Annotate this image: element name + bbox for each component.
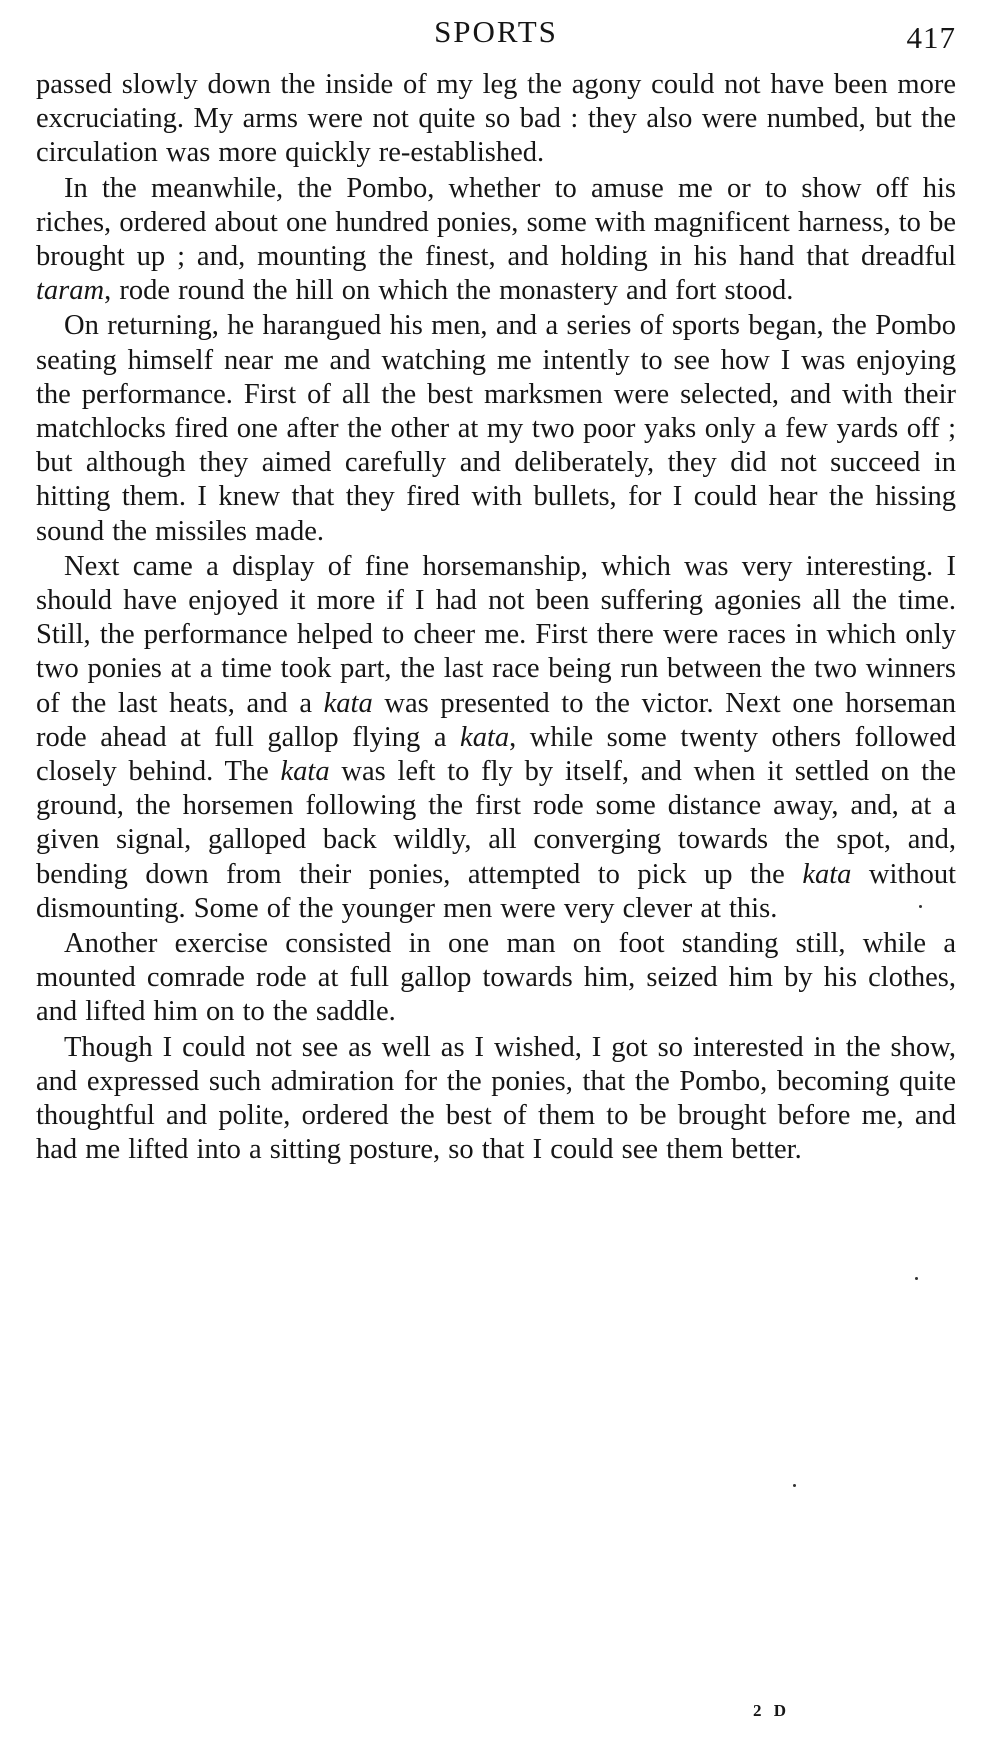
paragraph xyxy=(36,309,956,548)
body-text xyxy=(36,68,956,1168)
text-run: , while some twenty others followed closely behind. The xyxy=(36,721,956,788)
text-run: Next came a display of fine horsemanship, which was very interesting. I should have enjoyed it more if I had not been suffering agonies all the time. Still, the performance helped to cheer me. First there were races in which only two ponies at a time took part, the last race being run between the two winners of the last heats, and a xyxy=(36,550,956,719)
italic-term: kata xyxy=(802,858,852,890)
italic-term: kata xyxy=(323,687,373,719)
signature-mark: 2 D xyxy=(752,1701,790,1720)
print-speck xyxy=(915,1277,918,1280)
text-run: was presented to the victor. Next one horseman rode ahead at full gallop flying a xyxy=(36,687,956,753)
paragraph xyxy=(36,550,956,926)
text-run: On returning, he harangued his men, and a series of sports began, the Pombo seating himself near me and watching me intently to see how I was enjoying the performance. First of all the best marksmen were selected, and with their matchlocks fired one after the other at my two poor yaks only a few yards off ; but although they aimed carefully and deliberately, they did not succeed in hitting them. I knew that they fired with bullets, for I could hear the hissing sound the missiles made. xyxy=(36,310,956,547)
paragraph xyxy=(36,927,956,1030)
italic-term: kata xyxy=(460,721,510,753)
page-number: 417 xyxy=(906,20,956,55)
text-run: without dismounting. Some of the younger men were very clever at this. xyxy=(36,858,956,924)
paragraph xyxy=(36,68,956,171)
paragraph xyxy=(36,172,956,309)
running-title: SPORTS xyxy=(434,14,558,49)
paragraph xyxy=(36,1031,956,1168)
running-head xyxy=(36,14,956,54)
print-speck xyxy=(919,905,922,908)
text-run: was left to fly by itself, and when it settled on the ground, the horsemen following the first rode some distance away, and, at a given signal, galloped back wildly, all converging towards the spot, and, bending down from their ponies, attempted to pick up the xyxy=(36,756,957,890)
italic-term: taram xyxy=(36,275,105,307)
text-run: In the meanwhile, the Pombo, whether to amuse me or to show off his riches, ordered about one hundred ponies, some with magnificent harness, to be brought up ; and, mounting the finest, and holding in his hand that dreadful xyxy=(36,172,956,273)
print-speck xyxy=(793,1484,796,1487)
italic-term: kata xyxy=(280,756,330,788)
text-run: Another exercise consisted in one man on foot standing still, while a mounted comrade rode at full gallop towards him, seized him by his clothes, and lifted him on to the saddle. xyxy=(36,928,956,1028)
text-run: Though I could not see as well as I wished, I got so interested in the show, and expressed such admiration for the ponies, that the Pombo, becoming quite thoughtful and polite, ordered the best of them to be brought before me, and had me lifted into a sitting posture, so that I could see them better. xyxy=(36,1031,956,1166)
text-run: passed slowly down the inside of my leg the agony could not have been more excruciating. My arms were not quite so bad : they also were numbed, but the circulation was more quickly re-established. xyxy=(36,69,956,169)
text-run: , rode round the hill on which the monastery and fort stood. xyxy=(104,275,794,307)
